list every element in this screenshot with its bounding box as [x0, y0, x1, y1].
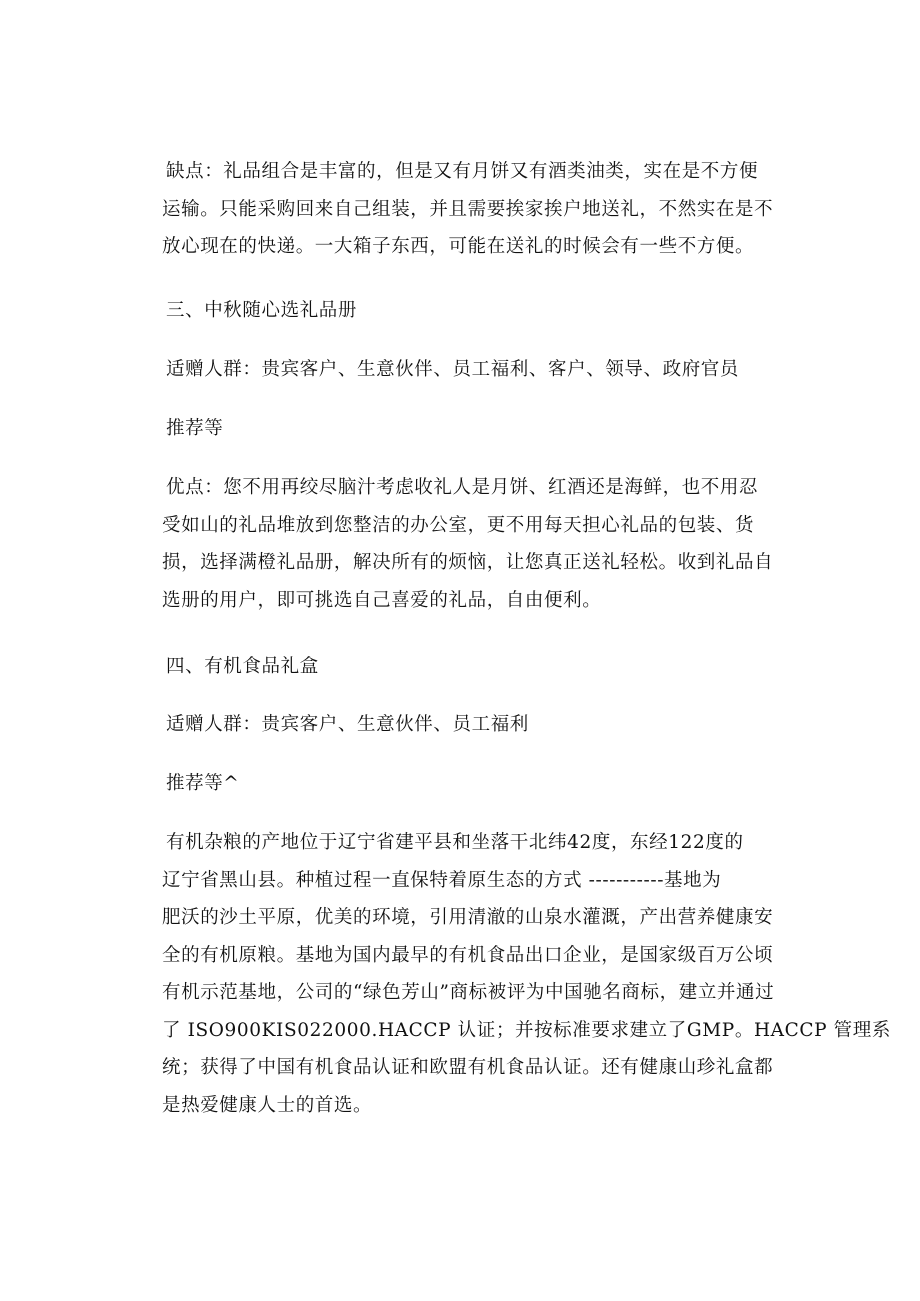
text-line: 缺点：礼品组合是丰富的，但是又有月饼又有酒类油类，实在是不方便 — [166, 161, 759, 182]
text-line: 优点：您不用再绞尽脑汁考虑收礼人是月饼、红酒还是海鲜，也不用忍 — [166, 477, 759, 498]
text-line: 选册的用户，即可挑选自己喜爱的礼品，自由便利。 — [162, 589, 602, 611]
paragraph-advantages — [162, 469, 796, 619]
section-heading-3 — [166, 292, 796, 330]
text-line: 辽宁省黑山县。种植过程一直保特着原生态的方式 -----------基地为 — [162, 869, 722, 891]
text-line: 受如山的礼品堆放到您整洁的办公室，更不用每天担心礼品的包装、货 — [162, 514, 755, 536]
text-line: 推荐等 — [166, 418, 224, 439]
text-line: 损，选择满橙礼品册，解决所有的烦恼，让您真正送礼轻松。收到礼品自 — [162, 552, 774, 573]
text-line: 肥沃的沙土平原，优美的环境，引用清澈的山泉水灌溉，产出营养健康安 — [162, 907, 774, 928]
text-line: 适赠人群：贵宾客户、生意伙伴、员工福利、客户、领导、政府官员 — [166, 359, 740, 380]
paragraph-drawbacks — [162, 153, 796, 266]
text-line: 有机杂粮的产地位于辽宁省建平县和坐落干北纬42度，东经122度的 — [166, 832, 744, 853]
text-line: 有机示范基地，公司的“绿色芳山”商标被评为中国驰名商标，建立并通过 — [162, 982, 775, 1003]
text-line: 了 ISO900KIS022000.HACCP 认证；并按标准要求建立了GMP。HACCP 管理系 — [162, 1019, 891, 1041]
section-heading-text: 三、中秋随心选礼品册 — [166, 300, 358, 321]
section-heading-4 — [166, 648, 796, 686]
paragraph-recipients-4 — [166, 706, 796, 744]
text-line: 统；获得了中国有机食品认证和欧盟有机食品认证。还有健康山珍礼盒都 — [162, 1057, 774, 1078]
text-line: 适赠人群：贵宾客户、生意伙伴、员工福利 — [166, 714, 529, 735]
section-heading-text: 四、有机食品礼盒 — [166, 656, 319, 677]
text-line: 运输。只能采购回来自己组装，并且需要挨家挨户地送礼，不然实在是不 — [162, 198, 774, 220]
text-line: 全的有机原粮。基地为国内最早的有机食品出口企业，是国家级百万公顷 — [162, 944, 774, 966]
text-line: 放心现在的快递。一大箱子东西，可能在送礼的时候会有一些不方便。 — [162, 236, 755, 257]
paragraph-recommend-4 — [166, 765, 796, 803]
paragraph-recipients-3 — [166, 351, 796, 389]
paragraph-recommend-3 — [166, 410, 796, 448]
paragraph-organic-grains — [162, 824, 891, 1124]
text-line: 是热爱健康人士的首选。 — [162, 1094, 373, 1116]
text-line: 推荐等^ — [166, 773, 240, 794]
